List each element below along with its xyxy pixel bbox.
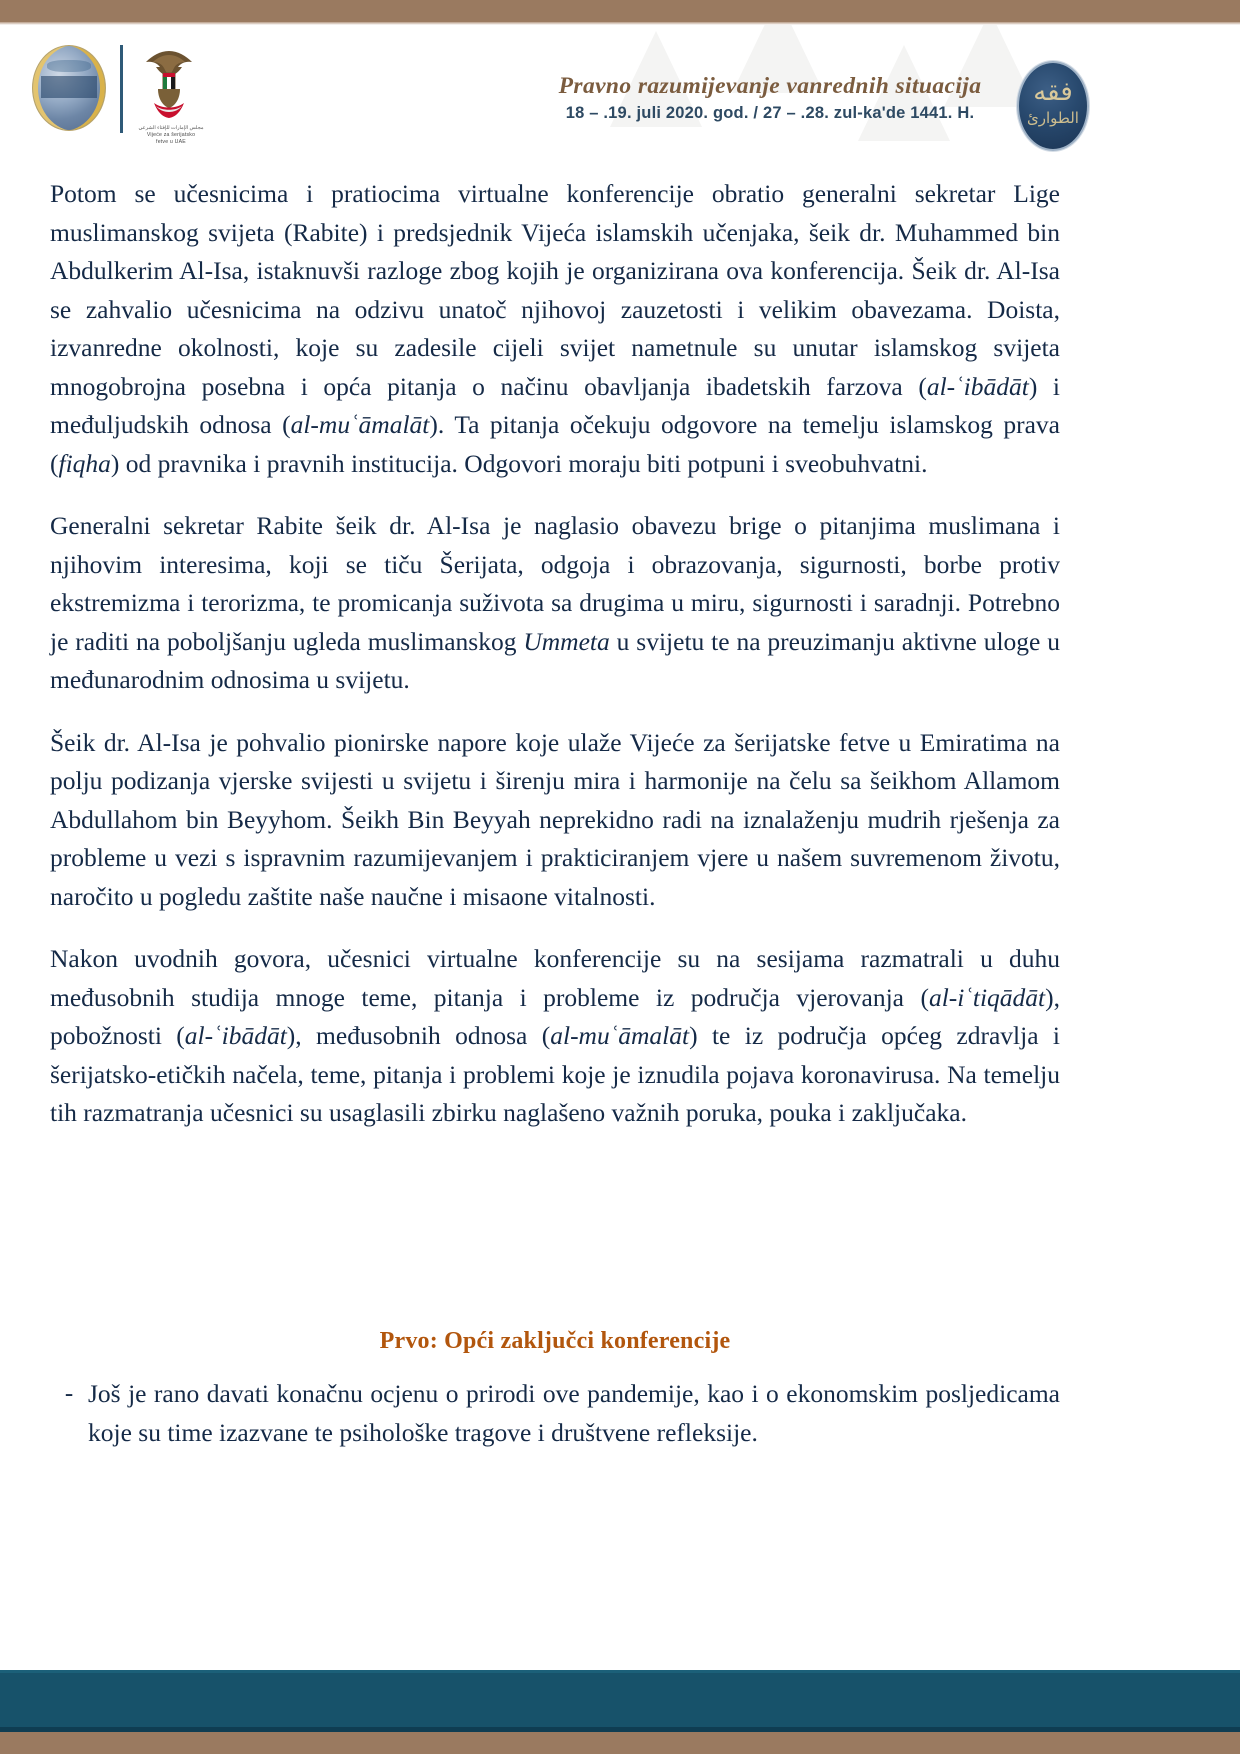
top-decorative-bar [0, 0, 1240, 22]
uae-caption-line1: Vijeće za šerijatsko [146, 132, 196, 138]
seal-glyph-bottom: الطوارئ [1027, 109, 1079, 127]
list-item [50, 1375, 1060, 1452]
paragraph-text: Nakon uvodnih govora, učesnici virtualne konferencije su na sesijama razmatrali u duhu međusobnih studija mnoge teme, pitanja i probleme iz područja vjerovanja ( [50, 944, 1060, 1012]
paragraph-text: ). Ta pitanja očekuju odgovore na temelju islamskog prava ( [50, 410, 1060, 478]
seal-glyph-top: فقه [1033, 77, 1073, 107]
fiqh-council-seal [1017, 61, 1089, 151]
paragraph-text: u svijetu te na preuzimanju aktivne uloge u međunarodnim odnosima u svijetu. [50, 626, 1060, 694]
page-header [0, 25, 1240, 150]
conclusions-list [50, 1375, 1060, 1462]
conference-dates: 18 – .19. juli 2020. god. / 27 – .28. zul-ka'de 1441. H. [565, 104, 975, 122]
transliteration-term: al-muʿāmalāt [290, 410, 430, 439]
uae-falcon-emblem [136, 43, 202, 125]
section-heading: Prvo: Opći zaključci konferencije [379, 1328, 731, 1354]
transliteration-term: al-muʿāmalāt [550, 1021, 690, 1050]
paragraph [50, 724, 1060, 917]
paragraph-text: ), međusobnih odnosa ( [286, 1021, 551, 1050]
uae-caption-arabic: مجلس الإمارات للإفتاء الشرعي [138, 125, 204, 131]
paragraph-text: Potom se učesnicima i pratiocima virtualne konferencije obratio generalni sekretar Lige muslimanskog svijeta (Rabite) i predsjednik Vijeća islamskih učenjaka, šeik dr. Muhammed bin Abdulkerim Al-Isa, istaknuvši razloge zbog kojih je organizirana ova konferencija. Šeik dr. Al-Isa se zahvalio učesnicima na odzivu unatoč njihovoj zauzetosti i velikim obavezama. Doista, izvanredne okolnosti, koje su zadesile cijeli svijet nametnule su unutar islamskog svijeta mnogobrojna posebna i opća pitanja o načinu obavljanja ibadetskih farzova ( [50, 179, 1060, 401]
uae-emblem-caption [128, 125, 214, 146]
left-logo-cluster [28, 37, 228, 155]
globe-emblem-logo [32, 45, 106, 131]
uae-caption-line2: fetve u UAE [156, 139, 186, 145]
seal-glyph [1019, 77, 1087, 127]
paragraph-text: Generalni sekretar Rabite šeik dr. Al-Isa je naglasio obavezu brige o pitanjima muslimana i njihovim interesima, koji se tiču Šerijata, odgoja i obrazovanja, sigurnosti, borbe protiv ekstremizma i terorizma, te promicanja suživota sa drugima u miru, sigurnosti i saradnji. Potrebno je raditi na poboljšanju ugleda muslimanskog [50, 511, 1060, 656]
transliteration-term: al-ʿibādāt [184, 1021, 287, 1050]
bullet-marker: - [64, 1380, 74, 1407]
transliteration-term: Ummeta [523, 626, 610, 656]
paragraph [50, 507, 1060, 700]
transliteration-term: fiqha [58, 448, 111, 478]
paragraph [50, 175, 1060, 483]
transliteration-term: al-iʿtiqādāt [928, 982, 1046, 1012]
footer-tan-bar [0, 1732, 1240, 1754]
paragraph-text: ), pobožnosti ( [50, 982, 1060, 1050]
paragraph-text: ) od pravnika i pravnih institucija. Odgovori moraju biti potpuni i sveobuhvatni. [110, 448, 928, 478]
footer-teal-highlight [0, 1670, 1240, 1673]
document-body [50, 175, 1060, 1133]
paragraph-text: Šeik dr. Al-Isa je pohvalio pionirske napore koje ulaže Vijeće za šerijatske fetve u Emiratima na polju podizanja vjerske svijesti u svijetu i širenju mira i harmonije na čelu sa šeikhom Allamom Abdullahom bin Beyyhom. Šeikh Bin Beyyah neprekidno radi na iznalaženju mudrih rješenja za probleme u vezi s ispravnim razumijevanjem i prakticiranjem vjere u našem suvremenom životu, naročito u pogledu zaštite naše naučne i misaone vitalnosti. [50, 727, 1060, 911]
transliteration-term: al-ʿibādāt [926, 371, 1029, 401]
paragraph [50, 940, 1060, 1133]
conference-title: Pravno razumijevanje vanrednih situacija [558, 73, 982, 99]
bullet-text: Još je rano davati konačnu ocjenu o prirodi ove pandemije, kao i o ekonomskim posljedicama koje su time izazvane te psihološke tragove i društvene refleksije. [88, 1379, 1060, 1447]
footer-teal-bar [0, 1670, 1240, 1732]
logo-divider [120, 45, 123, 133]
paragraph-text: ) i međuljudskih odnosa ( [50, 371, 1061, 439]
paragraph-text: ) te iz područja općeg zdravlja i šerijatsko-etičkih načela, teme, pitanja i problemi koje je iznudila pojava koronavirusa. Na temelju tih razmatranja učesnici su usaglasili zbirku naglašeno važnih poruka, pouka i zaključaka. [50, 1021, 1060, 1127]
header-title-block [520, 73, 1020, 123]
